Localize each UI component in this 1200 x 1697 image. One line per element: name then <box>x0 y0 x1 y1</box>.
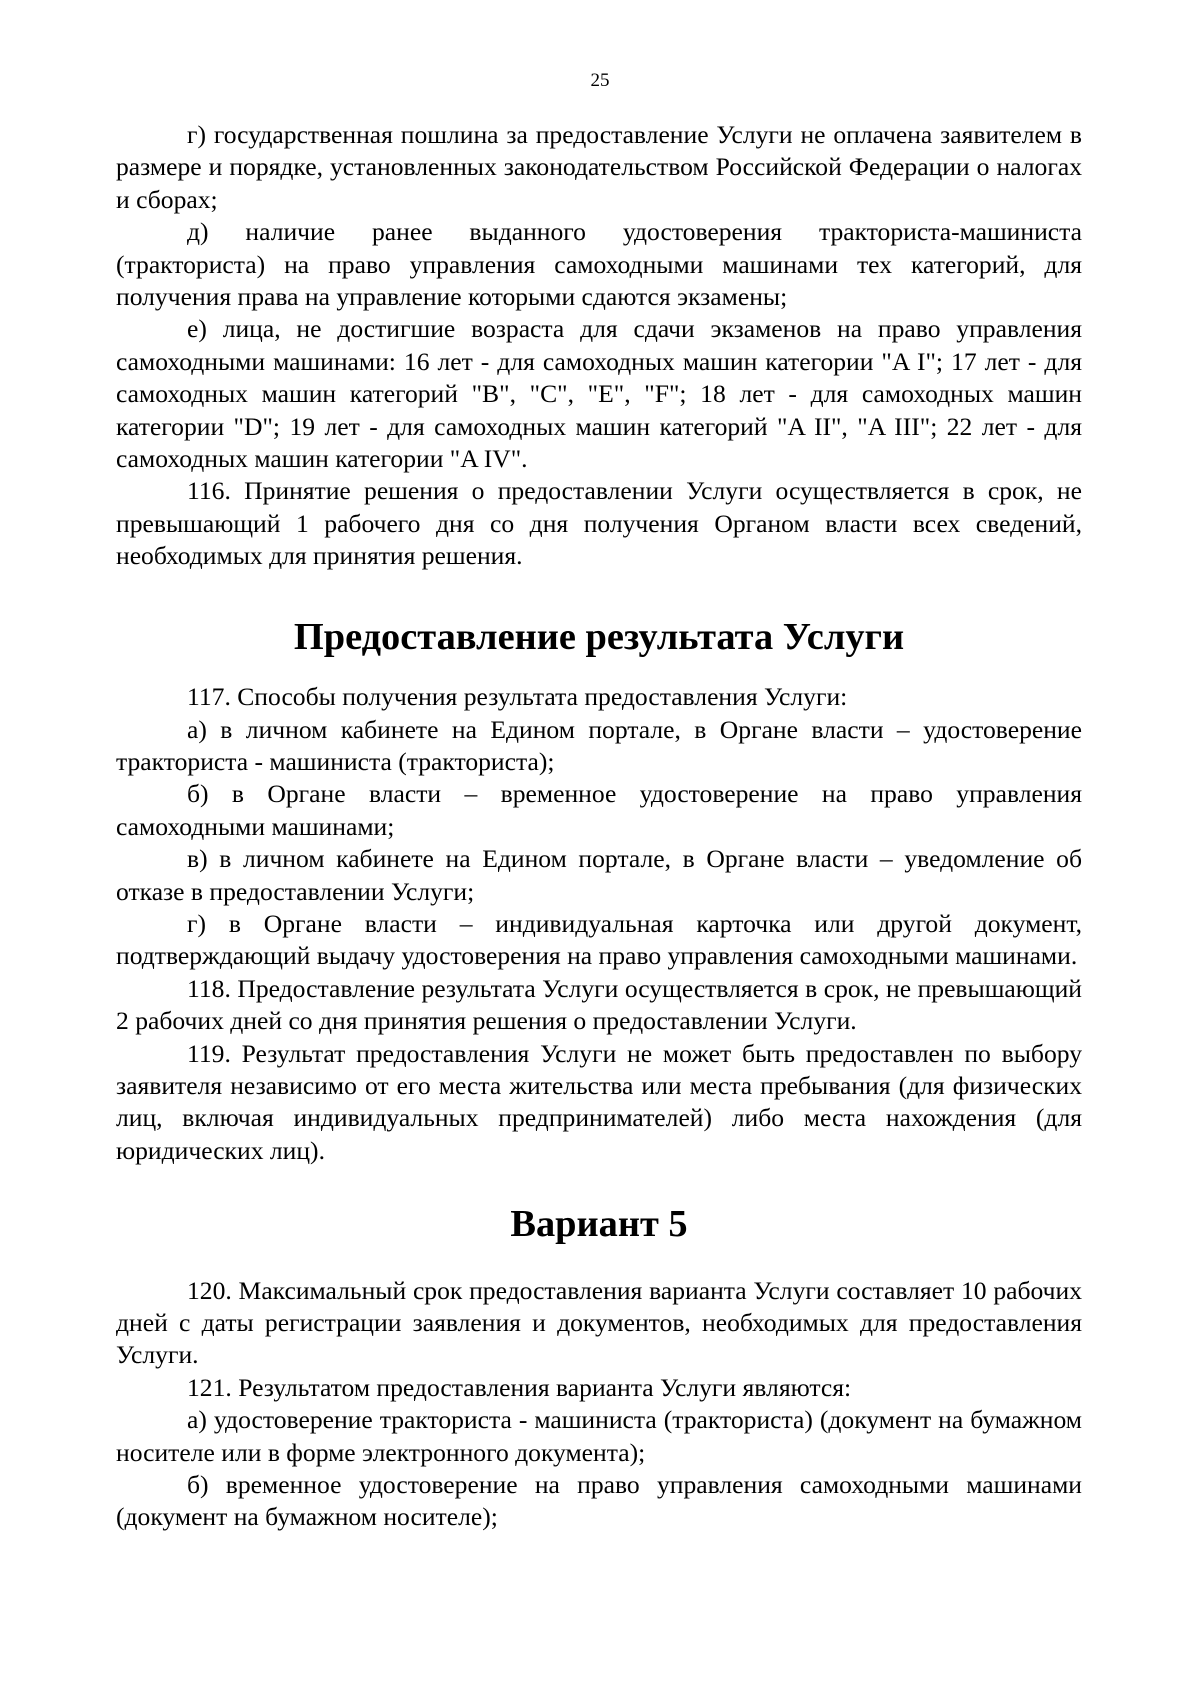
page-number: 25 <box>590 70 610 91</box>
paragraph-d-existing-certificate: д) наличие ранее выданного удостоверения тракториста-машиниста (тракториста) на право управления самоходными машинами тех категорий, для получения права на управление которыми сдаются экзамены; <box>116 217 1082 312</box>
document-body <box>116 119 1082 1534</box>
paragraph-120: 120. Максимальный срок предоставления варианта Услуги составляет 10 рабочих дней с даты регистрации заявления и документов, необходимых для предоставления Услуги. <box>116 1275 1082 1370</box>
paragraph-119: 119. Результат предоставления Услуги не может быть предоставлен по выбору заявителя независимо от его места жительства или места пребывания (для физических лиц, включая индивидуальных предпринимателей) либо места нахождения (для юридических лиц). <box>116 1038 1082 1165</box>
paragraph-121-b: б) временное удостоверение на право управления самоходными машинами (документ на бумажном носителе); <box>116 1470 1082 1532</box>
paragraph-116: 116. Принятие решения о предоставлении Услуги осуществляется в срок, не превышающий 1 рабочего дня со дня получения Органом власти всех сведений, необходимых для принятия решения. <box>116 476 1082 571</box>
paragraph-g-state-fee: г) государственная пошлина за предоставление Услуги не оплачена заявителем в размере и порядке, установленных законодательством Российской Федерации о налогах и сборах; <box>116 120 1082 214</box>
paragraph-117-b: б) в Органе власти – временное удостоверение на право управления самоходными машинами; <box>116 779 1082 841</box>
section-heading-variant-5: Вариант 5 <box>510 1203 688 1246</box>
paragraph-118: 118. Предоставление результата Услуги осуществляется в срок, не превышающий 2 рабочих дней со дня принятия решения о предоставлении Услуги. <box>116 973 1082 1036</box>
paragraph-117-g: г) в Органе власти – индивидуальная карточка или другой документ, подтверждающий выдачу удостоверения на право управления самоходными машинами. <box>116 908 1082 971</box>
paragraph-117: 117. Способы получения результата предоставления Услуги: <box>187 682 848 712</box>
paragraph-117-v: в) в личном кабинете на Едином портале, в Органе власти – уведомление об отказе в предоставлении Услуги; <box>116 844 1082 906</box>
paragraph-e-age-limits: е) лица, не достигшие возраста для сдачи экзаменов на право управления самоходными машинами: 16 лет - для самоходных машин категории "A I"; 17 лет - для самоходных машин категорий "B", "C", "E", "F"; 18 лет - для самоходных машин категории "D"; 19 лет - для самоходных машин категорий "A II", "A III"; 22 лет - для самоходных машин категории "A IV". <box>116 314 1082 474</box>
paragraph-117-a: а) в личном кабинете на Едином портале, в Органе власти – удостоверение тракториста - машиниста (тракториста); <box>116 714 1082 776</box>
section-heading-result: Предоставление результата Услуги <box>293 615 905 658</box>
paragraph-121: 121. Результатом предоставления варианта Услуги являются: <box>187 1372 852 1402</box>
paragraph-121-a: а) удостоверение тракториста - машиниста (тракториста) (документ на бумажном носителе или в форме электронного документа); <box>116 1405 1082 1467</box>
